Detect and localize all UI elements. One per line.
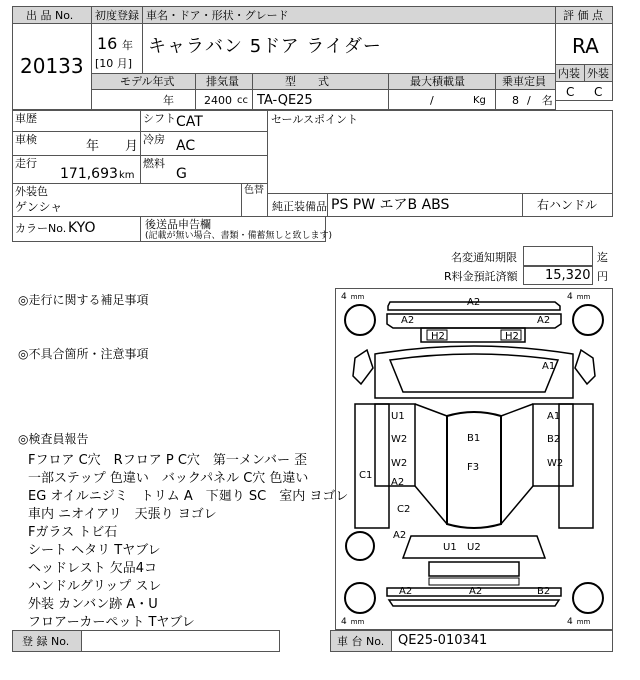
mark-roof-f: F3 [467, 462, 480, 473]
capacity-value: 8 [512, 94, 519, 107]
chassis-label: 車 台 No. [337, 635, 385, 648]
capacity-label: 乗車定員 [502, 75, 546, 88]
rear-panel [429, 562, 519, 576]
fuel-label: 燃料 [143, 157, 165, 170]
reg-month: [10 月] [95, 57, 133, 70]
mark-headlight-left: H2 [431, 331, 445, 342]
mark-rear-bumper-center: A2 [469, 586, 483, 597]
spec-value-row [91, 89, 556, 110]
side-left [355, 404, 389, 528]
max-load-value: / [430, 94, 434, 107]
history-label: 車歴 [15, 112, 37, 125]
tire-rr-label: 4 mm [567, 617, 591, 627]
exterior-label: 外装 [587, 67, 609, 80]
color-change-label: 色替 [244, 185, 264, 196]
report-line: 車内 ニオイアリ 天張り ヨゴレ [28, 507, 217, 522]
tire-fl-label: 4 mm [341, 292, 365, 302]
exterior-color-value: ゲンシャ [15, 200, 63, 214]
capacity-suffix: / 名 [527, 94, 553, 107]
reg-no-label: 登 録 No. [22, 635, 70, 648]
report-line: Fフロア C穴 Rフロア P C穴 第一メンバー 歪 [28, 453, 308, 468]
mark-rear-left-a: A2 [393, 530, 407, 541]
wheel-fl [345, 305, 375, 335]
reg-year: 16 [97, 34, 118, 53]
type-label: 型 式 [285, 75, 329, 88]
score-value: RA [572, 34, 599, 58]
report-line: Fガラス トビ石 [28, 525, 118, 540]
sales-point-label: セールスポイント [271, 113, 359, 126]
wheel-rl [345, 583, 375, 613]
lot-label: 出 品 No. [26, 9, 74, 22]
inspection-value: 年 月 [86, 139, 139, 154]
car-damage-diagram [335, 288, 613, 630]
rear-bumper [389, 600, 559, 606]
shift-value: CAT [176, 114, 203, 130]
exterior-color-label: 外装色 [15, 185, 48, 198]
score-label: 評 価 点 [563, 9, 603, 22]
rear-step [429, 578, 519, 585]
max-load-label: 最大積載量 [410, 75, 465, 88]
spare-wheel [346, 532, 374, 560]
exterior-grade: C [594, 85, 603, 99]
year-suffix: 年 [122, 39, 133, 52]
mileage-value: 171,693 [60, 166, 118, 182]
mark-door-left-w: W2 [391, 434, 408, 445]
side-right [559, 404, 593, 528]
interior-grade: C [566, 85, 575, 99]
car-name: キャラバン 5ドア ライダー [148, 36, 382, 57]
recycle-unit: 円 [597, 270, 608, 283]
inspection-label: 車検 [15, 133, 37, 146]
report-line: 外装 カンバン跡 A・U [28, 597, 158, 612]
tire-fr-label: 4 mm [567, 292, 591, 302]
wheel-fr [573, 305, 603, 335]
mark-fender-right: A1 [542, 361, 556, 372]
mark-rear-left-c: C2 [397, 504, 411, 515]
mark-door-right-a: A1 [547, 411, 561, 422]
report-line: フロアーカーペット Tヤブレ [28, 615, 195, 630]
aircon-value: AC [176, 138, 196, 154]
report-line: EG オイルニジミ トリム A 下廻り SC 室内 ヨゴレ [28, 489, 349, 504]
color-no-label: カラーNo. [15, 222, 67, 235]
cc-unit: cc [237, 95, 248, 106]
shift-label: シフト [143, 112, 176, 125]
report-line: 一部ステップ 色違い バックパネル C穴 色違い [28, 471, 309, 486]
wheel-rr [573, 583, 603, 613]
kg-unit: Kg [473, 95, 486, 106]
reg-label: 初度登録 [95, 9, 139, 22]
inspector-heading: ◎検査員報告 [18, 432, 89, 446]
mark-rear-u1: U1 [443, 542, 457, 553]
displacement-value: 2400 [204, 94, 232, 107]
tire-rl-label: 4 mm [341, 617, 365, 627]
mark-rear-bumper-right: B2 [537, 586, 551, 597]
color-no-value: KYO [68, 220, 96, 236]
lot-number: 20133 [20, 54, 84, 78]
displacement-label: 排気量 [206, 75, 239, 88]
type-value: TA-QE25 [257, 93, 313, 108]
mark-door-right-b: B2 [547, 434, 561, 445]
chassis-value: QE25-010341 [398, 633, 488, 648]
name-label: 車名・ドア・形状・グレード [146, 9, 289, 22]
mark-door-left-upper: U1 [391, 411, 405, 422]
mark-roof-b: B1 [467, 433, 481, 444]
interior-label: 内装 [558, 67, 580, 80]
mark-door-left-w2: W2 [391, 458, 408, 469]
km-unit: km [119, 170, 135, 181]
recycle-label: R料金預託済額 [444, 270, 518, 283]
mark-door-left-a: A2 [391, 477, 405, 488]
mark-door-right-w: W2 [547, 458, 564, 469]
name-change-unit: 迄 [597, 251, 608, 264]
driving-heading: ◎走行に関する補足事項 [18, 293, 149, 307]
aircon-label: 冷房 [143, 133, 165, 146]
mark-headlight-right: H2 [505, 331, 519, 342]
model-year-label: モデル年式 [120, 75, 175, 88]
mark-rear-bumper-left: A2 [399, 586, 413, 597]
mark-front-bumper-right: A2 [537, 315, 551, 326]
equipment-label: 純正装備品 [272, 200, 327, 213]
report-line: ハンドルグリップ スレ [28, 579, 162, 594]
mark-rear-u2: U2 [467, 542, 481, 553]
defects-heading: ◎不具合箇所・注意事項 [18, 347, 149, 361]
handle-value: 右ハンドル [537, 198, 598, 212]
mileage-label: 走行 [15, 157, 37, 170]
name-change-input [523, 246, 593, 266]
equipment-value: PS PW エアB ABS [331, 197, 450, 213]
mark-hood: A2 [467, 297, 481, 308]
postal-label: 後送品申告欄 [145, 218, 211, 231]
mirror-left [353, 350, 373, 384]
fuel-value: G [176, 166, 187, 182]
windshield [390, 354, 558, 392]
mirror-right [575, 350, 595, 384]
recycle-value: 15,320 [545, 268, 591, 283]
postal-note: (記載が無い場合、書類・備蓄無しと致します) [145, 231, 333, 241]
report-line: シート ヘタリ Tヤブレ [28, 543, 161, 558]
model-year-value: 年 [163, 94, 174, 107]
mark-pillar-left: C1 [359, 470, 373, 481]
name-change-label: 名変通知期限 [451, 251, 517, 264]
report-line: ヘッドレスト 欠品4コ [28, 561, 158, 576]
mark-front-bumper-left: A2 [401, 315, 415, 326]
